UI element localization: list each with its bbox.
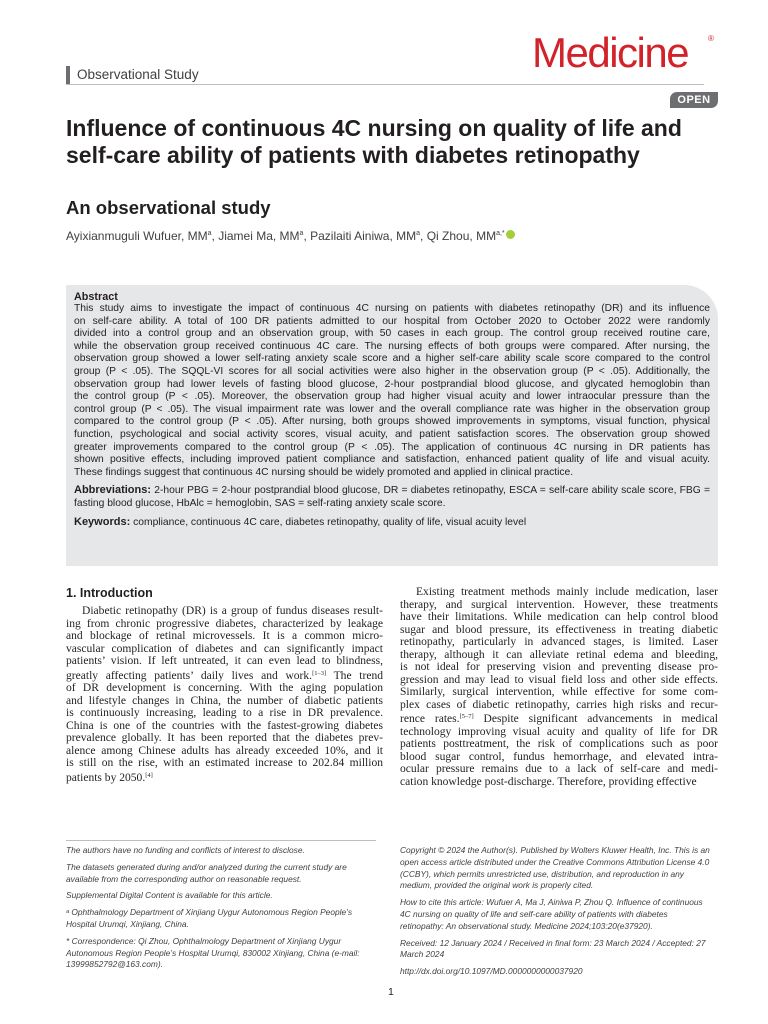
affiliation-note: ᵃ Ophthalmology Department of Xinjiang Uygur Autonomous Region People’s Hospital Urumqi, Xinjiang, China. — [66, 907, 353, 929]
author-affiliation: a — [207, 230, 212, 237]
author-name: Ayixianmuguli Wufuer, MM — [66, 229, 208, 243]
citation-note: How to cite this article: Wufuer A, Ma J, Ainiwa P, Zhou Q. Influence of continuous 4C nursing on quality of life and self-care ability of patients with diabetes retinopathy: An observational study. Medicine 2024;103:20(e37920). — [400, 897, 703, 931]
body-line: have their limitations. While medication can help control blood — [400, 611, 718, 623]
abstract-box — [66, 285, 718, 566]
registered-trademark: ® — [708, 34, 714, 43]
copyright-note: Copyright © 2024 the Author(s). Published by Wolters Kluwer Health, Inc. This is an open access article distributed under the Creative Commons Attribution License 4.0 (CCBY), which permits unrestricted use, distribution, and reproduction in any medium, provided the original work is properly cited. — [400, 845, 710, 891]
intro-heading: 1. Introduction — [66, 586, 153, 600]
body-text: greatly affecting patients’ daily lives and work. — [66, 669, 313, 682]
author-name: Qi Zhou, MM — [426, 229, 497, 243]
body-line: ocular pressure remains due to a lack of self-care and medi- — [400, 763, 718, 775]
body-line: patients’ vision. If left untreated, it can even lead to blindness, — [66, 655, 383, 667]
abstract-line: shown positive effects, including improved patient compliance and satisfaction, enhanced patient quality of life and visual acuity. — [74, 454, 710, 466]
page-number: 1 — [388, 986, 394, 998]
keywords-text: compliance, continuous 4C care, diabetes retinopathy, quality of life, visual acuity level — [133, 516, 527, 528]
abstract-heading: Abstract — [74, 291, 118, 303]
body-line: and blockage of retinal microvessels. It is a common micro- — [66, 630, 383, 642]
data-availability-note: The datasets generated during and/or analyzed during the current study are available from the corresponding author on reasonable request. — [66, 861, 347, 884]
body-line: is continuously increasing, leading to a rise in DR prevalence. — [66, 707, 383, 719]
supplemental-note: Supplemental Digital Content is available for this article. — [66, 890, 273, 901]
body-line: alence among Chinese adults has already exceeded 10%, and it — [66, 744, 383, 757]
header-divider — [66, 84, 704, 85]
body-line: technology improving visual acuity and quality of life for DR — [400, 725, 718, 738]
body-line: retinopathy, particularly in advanced stages, is limited. Laser — [400, 636, 718, 648]
abstract-line: compared to the control group (P < .05). After nursing, both groups showed improvements in symptoms, visual function, physical — [74, 416, 710, 428]
abstract-line: observation group showed a lower self-rating anxiety scale score and a higher self-care ability scale score compared to the control — [74, 353, 710, 365]
body-line: Existing treatment methods mainly include medication, laser — [416, 586, 718, 598]
body-line: prevalence globally. It has been reported that the diabetes prev- — [66, 732, 383, 744]
abbreviations-text: 2-hour PBG = 2-hour postprandial blood glucose, DR = diabetes retinopathy, ESCA = self-care ability scale score, FBG = fasting blood glucose, HbAlc = hemoglobin, SAS = self-rating anxiety scale score. — [74, 485, 710, 509]
body-line: and lifestyle changes in China, the number of diabetic patients — [66, 694, 383, 707]
body-line: is not ideal for preserving vision and preventing disease pro- — [400, 661, 718, 673]
body-line — [66, 668, 383, 683]
abstract-line: These findings suggest that continuous 4C nursing should be widely promoted and applied in clinical practice. — [74, 466, 574, 478]
body-line: of DR development is concerning. With the aging population — [66, 682, 383, 694]
body-line: patients posttreatment, the risk of complications such as poor — [400, 738, 718, 750]
section-label: Observational Study — [66, 66, 199, 84]
body-text: rence rates. — [400, 713, 460, 725]
article-subtitle: An observational study — [66, 197, 271, 218]
body-line: sugar and blood pressure, its effectiveness in treating diabetic — [400, 623, 718, 636]
body-line — [400, 711, 718, 726]
abstract-line: control group (P < .05). The visual impairment rate was lower and the overall compliance rate was higher in the observation group — [74, 403, 710, 415]
body-line: Diabetic retinopathy (DR) is a group of fundus diseases result- — [82, 605, 383, 617]
author-affiliation: a — [299, 230, 304, 237]
body-line: China is one of the countries with the fastest-growing diabetes — [66, 719, 383, 732]
intro-column-left — [66, 586, 383, 784]
funding-note: The authors have no funding and conflicts of interest to disclose. — [66, 845, 305, 855]
dates-note: Received: 12 January 2024 / Received in final form: 23 March 2024 / Accepted: 27 March 2024 — [400, 937, 706, 960]
body-line: therapy, although it can alleviate retinal edema and bleeding, — [400, 648, 718, 661]
journal-logo: Medicine — [532, 29, 689, 76]
author-name: Jiamei Ma, MM — [218, 229, 300, 243]
body-line: blood sugar control, fundus hemorrhage, and elevated intra- — [400, 750, 718, 763]
footnotes-left — [66, 845, 378, 976]
footnotes-right — [400, 845, 712, 983]
article-title: Influence of continuous 4C nursing on quality of life and self-care ability of patients with diabetes retinopathy — [66, 115, 682, 168]
abstract-line: function, psychological and social activity scores, visual acuity, and patient satisfaction scores. The observation group showed — [74, 428, 710, 440]
author-affiliation: a — [416, 230, 421, 237]
body-line: gression and may lead to visual field loss and other side effects. — [400, 673, 718, 686]
abstract-line: group (P < .05). The SQQL-VI scores for all social activities were also higher in the observation group (P < .05). Additionally, the — [74, 365, 710, 377]
author-name: Pazilaiti Ainiwa, MM — [310, 229, 417, 243]
body-text: Despite significant advancements in medical — [473, 713, 718, 725]
abstract-line: while the observation group received continuous 4C care. The nursing effects of both groups were compared. After nursing, the — [74, 340, 710, 352]
citation-link[interactable]: [1–3] — [312, 669, 327, 677]
body-text: The trend — [326, 669, 383, 682]
doi-link[interactable]: http://dx.doi.org/10.1097/MD.0000000000037920 — [400, 966, 583, 977]
body-line: plex cases of diabetic retinopathy, carries high risks and recur- — [400, 698, 718, 711]
body-line: cation knowledge post-discharge. Therefore, providing effective — [400, 775, 697, 788]
keywords-label: Keywords: — [74, 515, 131, 528]
body-line — [66, 770, 383, 785]
intro-column-right — [400, 586, 718, 788]
author-list: Ayixianmuguli Wufuer, $MM^a$, Jiamei Ma, $MM^a$, Pazilaiti Ainiwa, $MM^a$, Qi Zhou, $MM^{a,*}$ — [66, 226, 515, 244]
abstract-line: on self-care ability. A total of 100 DR patients admitted to our hospital from October 2020 to October 2022 were randomly — [74, 315, 710, 327]
abstract-line: the control group (P < .05). Moreover, the observation group had higher visual acuity and lower intraocular pressure than the — [74, 391, 710, 403]
abstract-line: This study aims to investigate the impact of continuous 4C nursing on patients with diabetes retinopathy (DR) and its influence — [74, 303, 710, 314]
open-access-badge: OPEN — [670, 92, 718, 108]
body-text: patients by 2050. — [66, 771, 146, 784]
abstract-line: greater improvements compared to the control group (P < .05). The application of continuous 4C nursing in DR patients has — [74, 441, 710, 453]
abbreviations — [74, 484, 710, 510]
body-line: therapy, and surgical intervention. However, these treatments — [400, 598, 718, 611]
body-line: vascular complication of diabetes and can significantly impact — [66, 642, 383, 655]
orcid-icon[interactable] — [506, 230, 515, 239]
footnote-divider — [66, 840, 376, 841]
abbreviations-label: Abbreviations: — [74, 484, 152, 497]
citation-link[interactable]: [4] — [145, 771, 153, 779]
abstract-text — [74, 303, 710, 479]
body-line: Similarly, surgical intervention, while effective for some com- — [400, 686, 718, 698]
citation-link[interactable]: [5–7] — [459, 713, 474, 720]
body-line: ing from chronic progressive diabetes, characterized by leakage — [66, 617, 383, 630]
abstract-line: divided into a control group and an observation group, with 50 cases in each group. The control group received routine care, — [74, 328, 710, 340]
keywords — [74, 516, 710, 530]
abstract-line: observation group had lower levels of fasting blood glucose, 2-hour postprandial blood glucose, and glycated hemoglobin than — [74, 378, 710, 390]
author-affiliation: a,* — [496, 230, 505, 237]
body-line: is still on the rise, with an estimated increase to 202.84 million — [66, 757, 383, 769]
correspondence-note: * Correspondence: Qi Zhou, Ophthalmology Department of Xinjiang Uygur Autonomous Region People’s Hospital Urumqi, 830002 Xinjiang, China (e-mail: 13999852792@163.com). — [66, 935, 360, 970]
